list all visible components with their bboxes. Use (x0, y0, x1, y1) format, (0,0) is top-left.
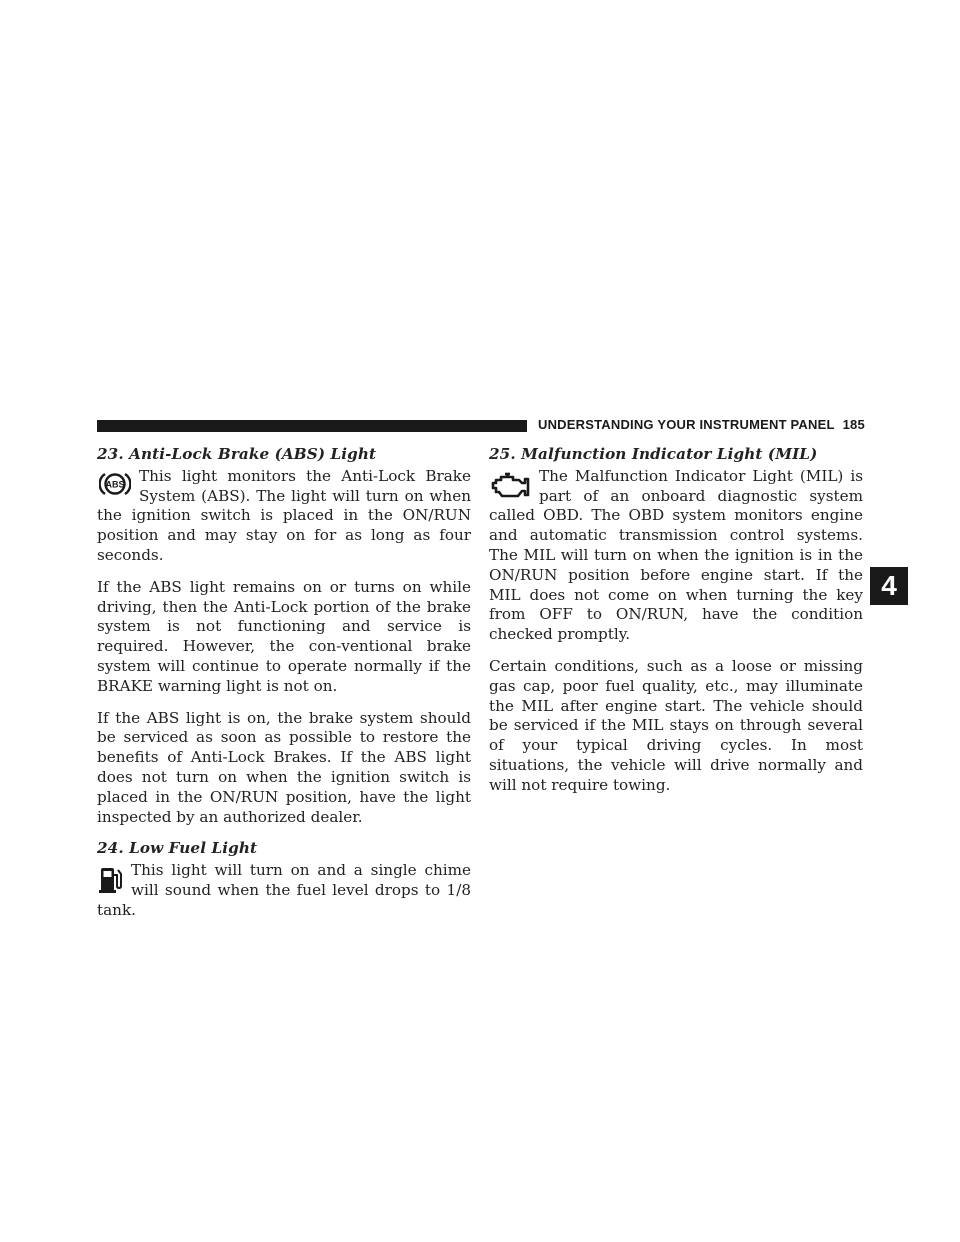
running-header (538, 417, 865, 432)
right-column (489, 445, 863, 808)
mil-paragraph-1-text: The Malfunction Indicator Light (MIL) is part of an onboard diagnostic system called OBD. The OBD system monitors engine and automatic transmission control systems. The MIL will turn on when the ignition is in the ON/RUN position before engine start. If the MIL does not come on when turning the key from OFF to ON/RUN, have the condition checked promptly. (489, 466, 863, 644)
mil-heading: 25. Malfunction Indicator Light (MIL) (489, 445, 818, 463)
low-fuel-paragraph-1-text: This light will turn on and a single chime will sound when the fuel level drops to 1/8 tank. (97, 861, 471, 919)
left-column (97, 445, 471, 933)
section-title: UNDERSTANDING YOUR INSTRUMENT PANEL (538, 417, 835, 432)
fuel-pump-icon (99, 865, 123, 895)
header-rule (97, 420, 527, 432)
abs-paragraph-1-text: This light monitors the Anti-Lock Brake System (ABS). The light will turn on when the ignition switch is placed in the ON/RUN position and may stay on for as long as four seconds. (97, 466, 471, 564)
mil-paragraph-1 (489, 467, 863, 645)
abs-paragraph-1 (97, 467, 471, 566)
low-fuel-heading: 24. Low Fuel Light (97, 839, 258, 858)
mil-paragraph-2: Certain conditions, such as a loose or missing gas cap, poor fuel quality, etc., may illuminate the MIL after engine start. The vehicle should be serviced if the MIL stays on through several of your typical driving cycles. In most situations, the vehicle will drive normally and will not require towing. (489, 656, 863, 794)
low-fuel-paragraph-1 (97, 861, 471, 920)
abs-paragraph-3: If the ABS light is on, the brake system should be serviced as soon as possible to restore the benefits of Anti-Lock Brakes. If the ABS light does not turn on when the ignition switch is placed in the ON/RUN position, have the light inspected by an authorized dealer. (97, 708, 471, 826)
abs-icon-label: ABS (105, 479, 125, 490)
check-engine-icon (491, 471, 531, 501)
abs-paragraph-2: If the ABS light remains on or turns on while driving, then the Anti-Lock portion of the brake system is not functioning and service is required. However, the con-ventional brake system will continue to operate normally if the BRAKE warning light is not on. (97, 577, 471, 695)
chapter-tab: 4 (870, 567, 908, 605)
abs-light-heading: 23. Anti-Lock Brake (ABS) Light (97, 445, 377, 463)
abs-warning-icon (99, 471, 131, 497)
page-number: 185 (842, 417, 865, 432)
